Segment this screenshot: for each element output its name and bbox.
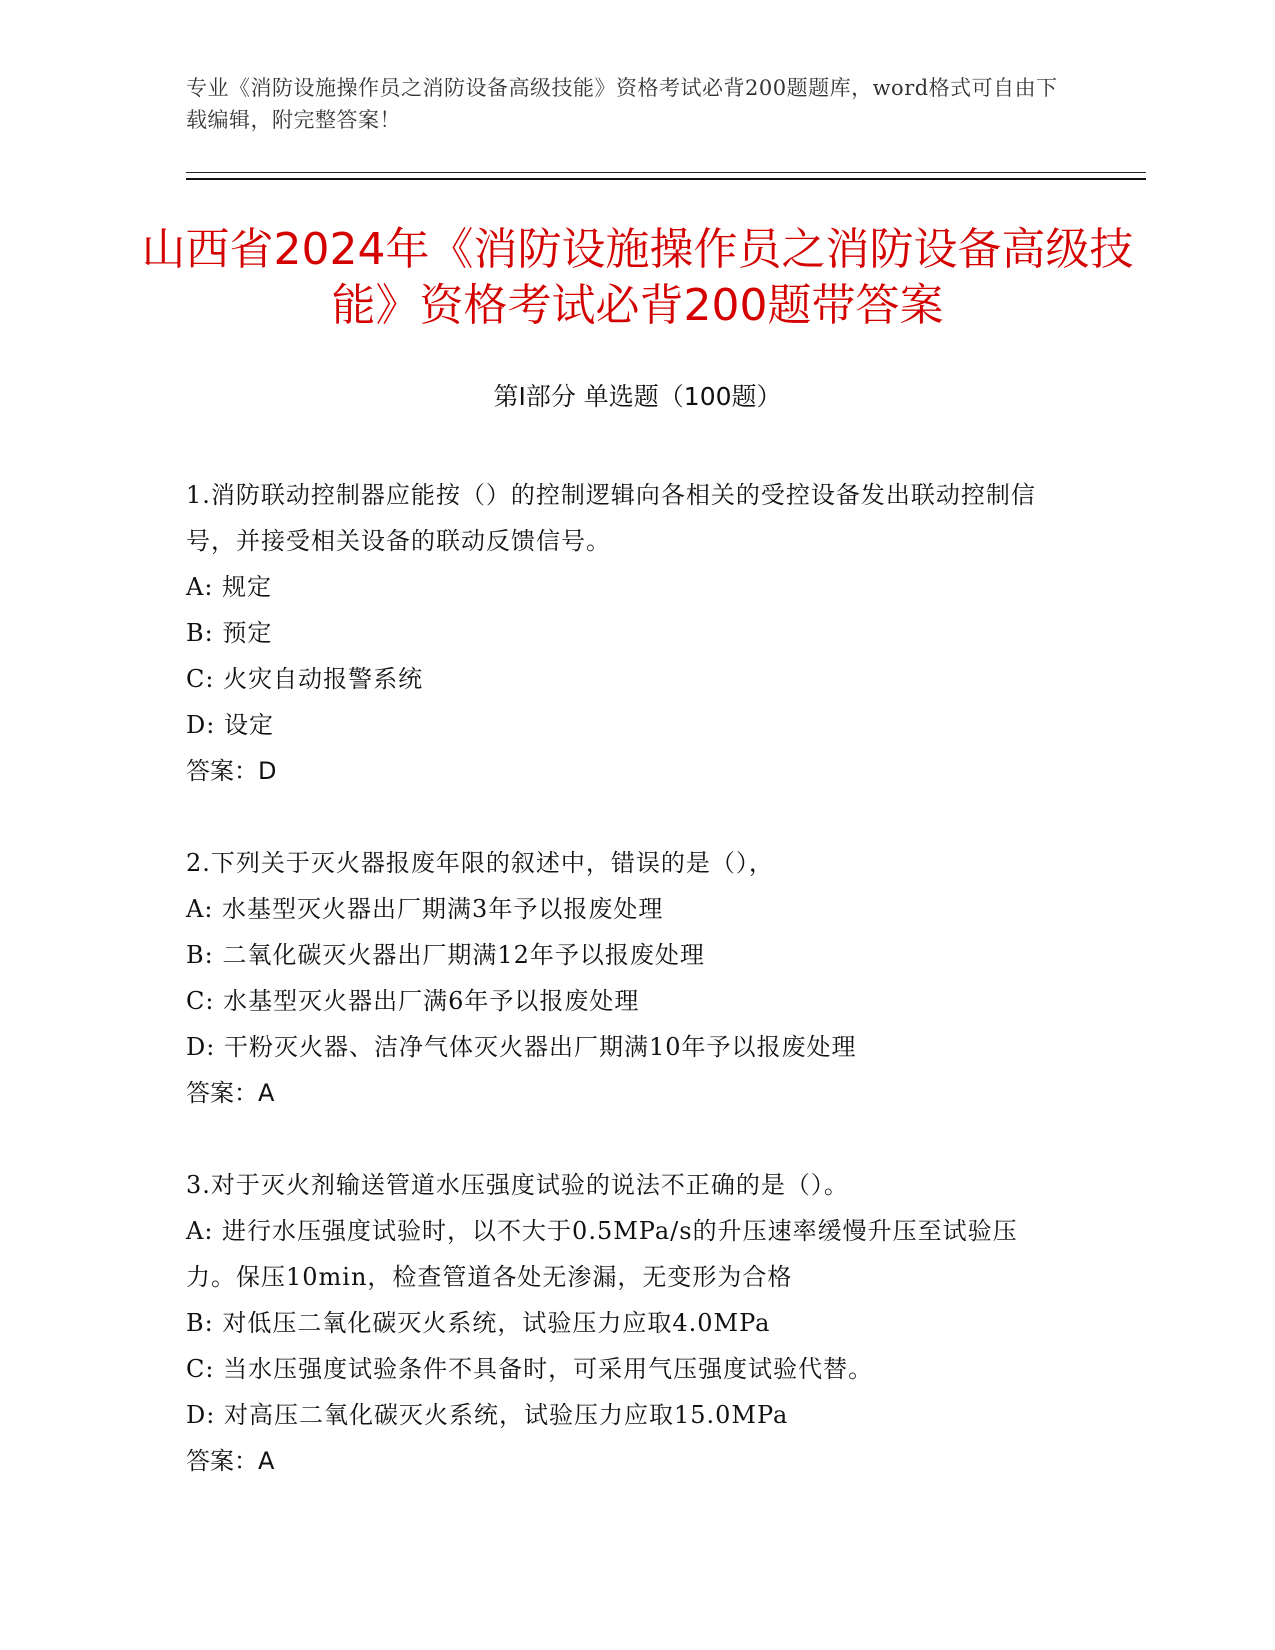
header-note: 专业《消防设施操作员之消防设备高级技能》资格考试必背200题题库，word格式可自由下载编辑，附完整答案！ xyxy=(186,76,1058,132)
header-divider-thin xyxy=(186,172,1146,173)
option-d: D: 设定 xyxy=(186,711,274,739)
option-a: A: 进行水压强度试验时，以不大于0.5MPa/s的升压速率缓慢升压至试验压力。保压10min，检查管道各处无渗漏，无变形为合格 xyxy=(186,1217,1018,1291)
option-b: B: 二氧化碳灭火器出厂期满12年予以报废处理 xyxy=(186,941,705,969)
option-c: C: 水基型灭火器出厂满6年予以报废处理 xyxy=(186,987,640,1015)
header-divider-thick xyxy=(186,178,1146,180)
option-d: D: 干粉灭火器、洁净气体灭火器出厂期满10年予以报废处理 xyxy=(186,1033,857,1061)
question-stem: 3.对于灭火剂输送管道水压强度试验的说法不正确的是（）。 xyxy=(186,1171,849,1199)
option-a: A: 水基型灭火器出厂期满3年予以报废处理 xyxy=(186,895,664,923)
question-3 xyxy=(186,1162,1066,1484)
option-c: C: 火灾自动报警系统 xyxy=(186,665,424,693)
answer: 答案：D xyxy=(186,757,277,785)
option-b: B: 对低压二氧化碳灭火系统，试验压力应取4.0MPa xyxy=(186,1309,771,1337)
answer: 答案：A xyxy=(186,1447,275,1475)
question-stem: 2.下列关于灭火器报废年限的叙述中，错误的是（）， xyxy=(186,849,774,877)
option-d: D: 对高压二氧化碳灭火系统，试验压力应取15.0MPa xyxy=(186,1401,789,1429)
answer: 答案：A xyxy=(186,1079,275,1107)
document-title: 山西省2024年《消防设施操作员之消防设备高级技能》资格考试必背200题带答案 xyxy=(141,224,1134,331)
question-1 xyxy=(186,472,1066,794)
option-b: B: 预定 xyxy=(186,619,273,647)
question-stem: 1.消防联动控制器应能按（）的控制逻辑向各相关的受控设备发出联动控制信号，并接受相关设备的联动反馈信号。 xyxy=(186,481,1036,555)
option-c: C: 当水压强度试验条件不具备时，可采用气压强度试验代替。 xyxy=(186,1355,874,1383)
question-2 xyxy=(186,840,1066,1116)
option-a: A: 规定 xyxy=(186,573,273,601)
question-list xyxy=(186,472,1066,1530)
section-title: 第Ⅰ部分 单选题（100题） xyxy=(493,382,782,411)
